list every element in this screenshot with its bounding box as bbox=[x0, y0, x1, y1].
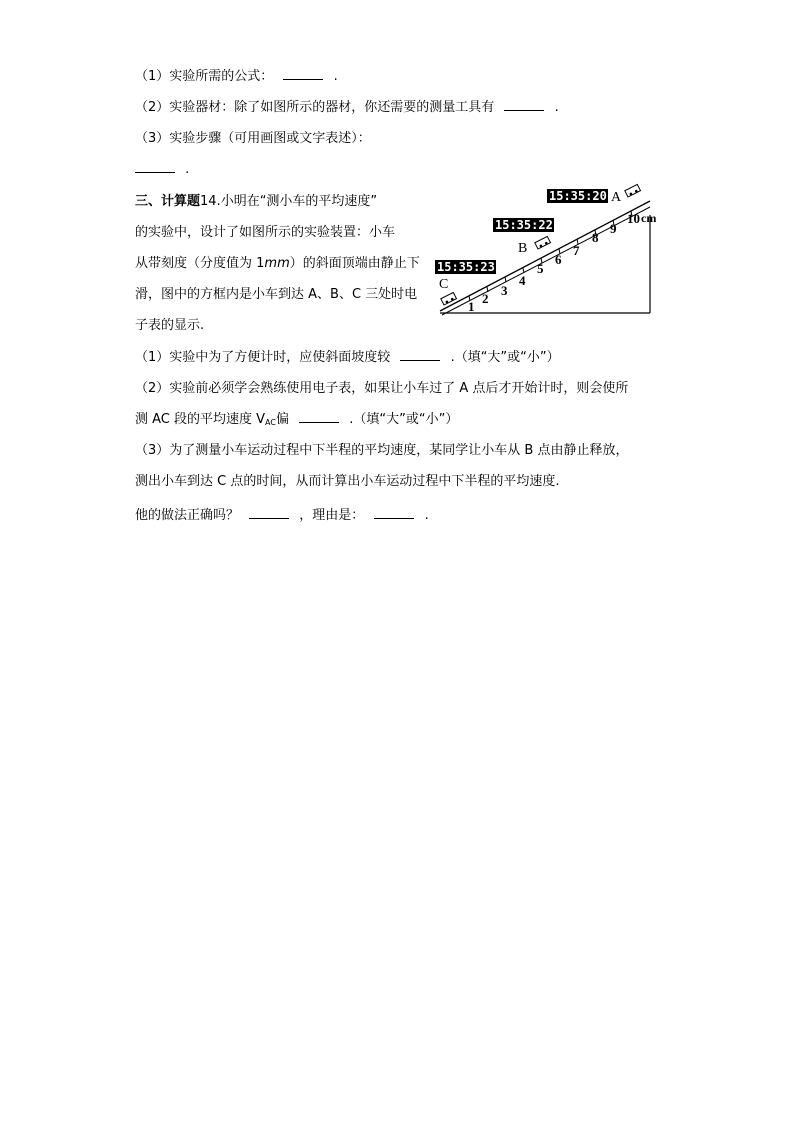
answer-blank[interactable] bbox=[400, 360, 440, 361]
scale-number-10: 10 bbox=[627, 211, 640, 226]
section3-question-1 bbox=[135, 348, 560, 368]
question-suffix: .（填“大”或“小”） bbox=[349, 412, 459, 427]
section3-question-2-line-1 bbox=[135, 379, 628, 399]
section3-intro-line-3 bbox=[135, 254, 420, 274]
timer-a-text: 15:35:20 bbox=[549, 189, 607, 203]
answer-blank[interactable] bbox=[374, 518, 414, 519]
section-heading: 三、计算题 bbox=[135, 194, 201, 209]
point-label-c: C bbox=[439, 277, 449, 292]
intro-text: 滑，图中的方框内是小车到达 A、B、C 三处时电 bbox=[135, 287, 418, 302]
question-suffix: . bbox=[554, 100, 559, 115]
timer-b-text: 15:35:22 bbox=[495, 218, 553, 232]
intro-text: 子表的显示. bbox=[135, 318, 205, 333]
scale-number-7: 7 bbox=[573, 243, 580, 258]
question-3-steps bbox=[135, 129, 371, 149]
section3-question-3-line-1 bbox=[135, 441, 628, 461]
question-suffix: .（填“大”或“小”） bbox=[450, 350, 560, 365]
question-text: （3）实验步骤（可用画图或文字表述）： bbox=[135, 131, 371, 146]
question-text: ，理由是： bbox=[299, 508, 365, 523]
section3-question-2-line-2 bbox=[135, 410, 458, 433]
scale-number-3: 3 bbox=[501, 283, 508, 298]
point-label-b: B bbox=[518, 241, 528, 256]
question-text: 他的做法正确吗？ bbox=[135, 508, 240, 523]
section3-question-3-line-2 bbox=[135, 472, 559, 492]
scale-number-1: 1 bbox=[468, 299, 475, 314]
scale-number-9: 9 bbox=[610, 221, 617, 236]
question-suffix: . bbox=[185, 162, 190, 177]
question-text: 测 AC 段的平均速度 V bbox=[135, 412, 266, 427]
intro-text: 从带刻度（分度值为 1 bbox=[135, 256, 265, 271]
cart-at-b bbox=[535, 236, 551, 249]
section3-intro-line-5 bbox=[135, 316, 204, 336]
question-1-formula bbox=[135, 67, 338, 87]
answer-blank[interactable] bbox=[504, 110, 544, 111]
section3-intro-line-2 bbox=[135, 223, 395, 243]
question-text: （2）实验器材：除了如图所示的器材，你还需要的测量工具有 bbox=[135, 100, 495, 115]
timer-display-b bbox=[493, 218, 554, 232]
timer-display-c bbox=[435, 260, 496, 274]
section3-question-3-line-3 bbox=[135, 506, 429, 526]
answer-blank[interactable] bbox=[299, 422, 339, 423]
answer-blank[interactable] bbox=[135, 172, 175, 173]
section3-intro-line-4 bbox=[135, 285, 417, 305]
timer-display-a bbox=[547, 189, 608, 203]
intro-text: 的实验中，设计了如图所示的实验装置：小车 bbox=[135, 225, 396, 240]
question-text: 偏 bbox=[275, 412, 289, 427]
intro-text: 14.小明在“测小车的平均速度” bbox=[200, 194, 378, 209]
scale-number-5: 5 bbox=[537, 261, 544, 276]
question-3-answer-line bbox=[135, 160, 189, 180]
question-2-equipment bbox=[135, 98, 559, 118]
subscript-ac: AC bbox=[265, 418, 276, 427]
intro-text: ）的斜面顶端由静止下 bbox=[289, 256, 420, 271]
question-suffix: . bbox=[333, 69, 338, 84]
scale-number-2: 2 bbox=[482, 291, 489, 306]
question-text: （1）实验中为了方便计时，应使斜面坡度较 bbox=[135, 350, 391, 365]
question-suffix: . bbox=[424, 508, 429, 523]
incline-experiment-diagram bbox=[432, 183, 667, 318]
section3-intro-line-1 bbox=[135, 192, 377, 212]
question-text: 测出小车到达 C 点的时间，从而计算出小车运动过程中下半程的平均速度. bbox=[135, 474, 560, 489]
point-label-a: A bbox=[611, 190, 622, 205]
answer-blank[interactable] bbox=[283, 79, 323, 80]
cart-at-a bbox=[625, 184, 641, 197]
scale-number-4: 4 bbox=[519, 273, 526, 288]
question-text: （3）为了测量小车运动过程中下半程的平均速度，某同学让小车从 B 点由静止释放， bbox=[135, 443, 629, 458]
answer-blank[interactable] bbox=[249, 518, 289, 519]
question-text: （1）实验所需的公式： bbox=[135, 69, 274, 84]
scale-number-6: 6 bbox=[555, 252, 562, 267]
scale-number-8: 8 bbox=[592, 230, 599, 245]
unit-label: cm bbox=[641, 211, 657, 225]
timer-c-text: 15:35:23 bbox=[437, 260, 495, 274]
unit-mm: mm bbox=[264, 256, 290, 271]
question-text: （2）实验前必须学会熟练使用电子表，如果让小车过了 A 点后才开始计时，则会使所 bbox=[135, 381, 629, 396]
